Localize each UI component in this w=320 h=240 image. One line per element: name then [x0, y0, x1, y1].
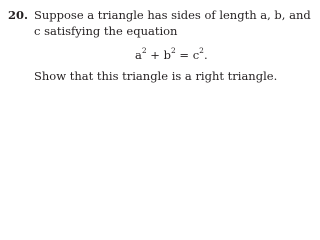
textbook-exercise — [0, 0, 318, 91]
equation-plus: + — [150, 47, 160, 62]
pythagorean-equation — [135, 45, 208, 62]
equation-period: . — [203, 47, 208, 62]
exercise-text-line-2: c satisfying the equation — [34, 24, 178, 38]
exercise-number: 20. — [8, 8, 29, 22]
equation-var-a: a — [135, 47, 142, 62]
exercise-text-line-1: Suppose a triangle has sides of length a, b, and — [34, 8, 311, 22]
equation-equals: = — [179, 47, 190, 62]
equation-exponent-c: 2 — [199, 46, 204, 55]
equation-exponent-b: 2 — [170, 46, 176, 55]
exercise-text-line-3: Show that this triangle is a right triangle. — [34, 69, 278, 83]
equation-exponent-a: 2 — [141, 46, 147, 55]
equation-var-b: b — [163, 47, 171, 62]
equation-var-c: c — [192, 47, 200, 62]
